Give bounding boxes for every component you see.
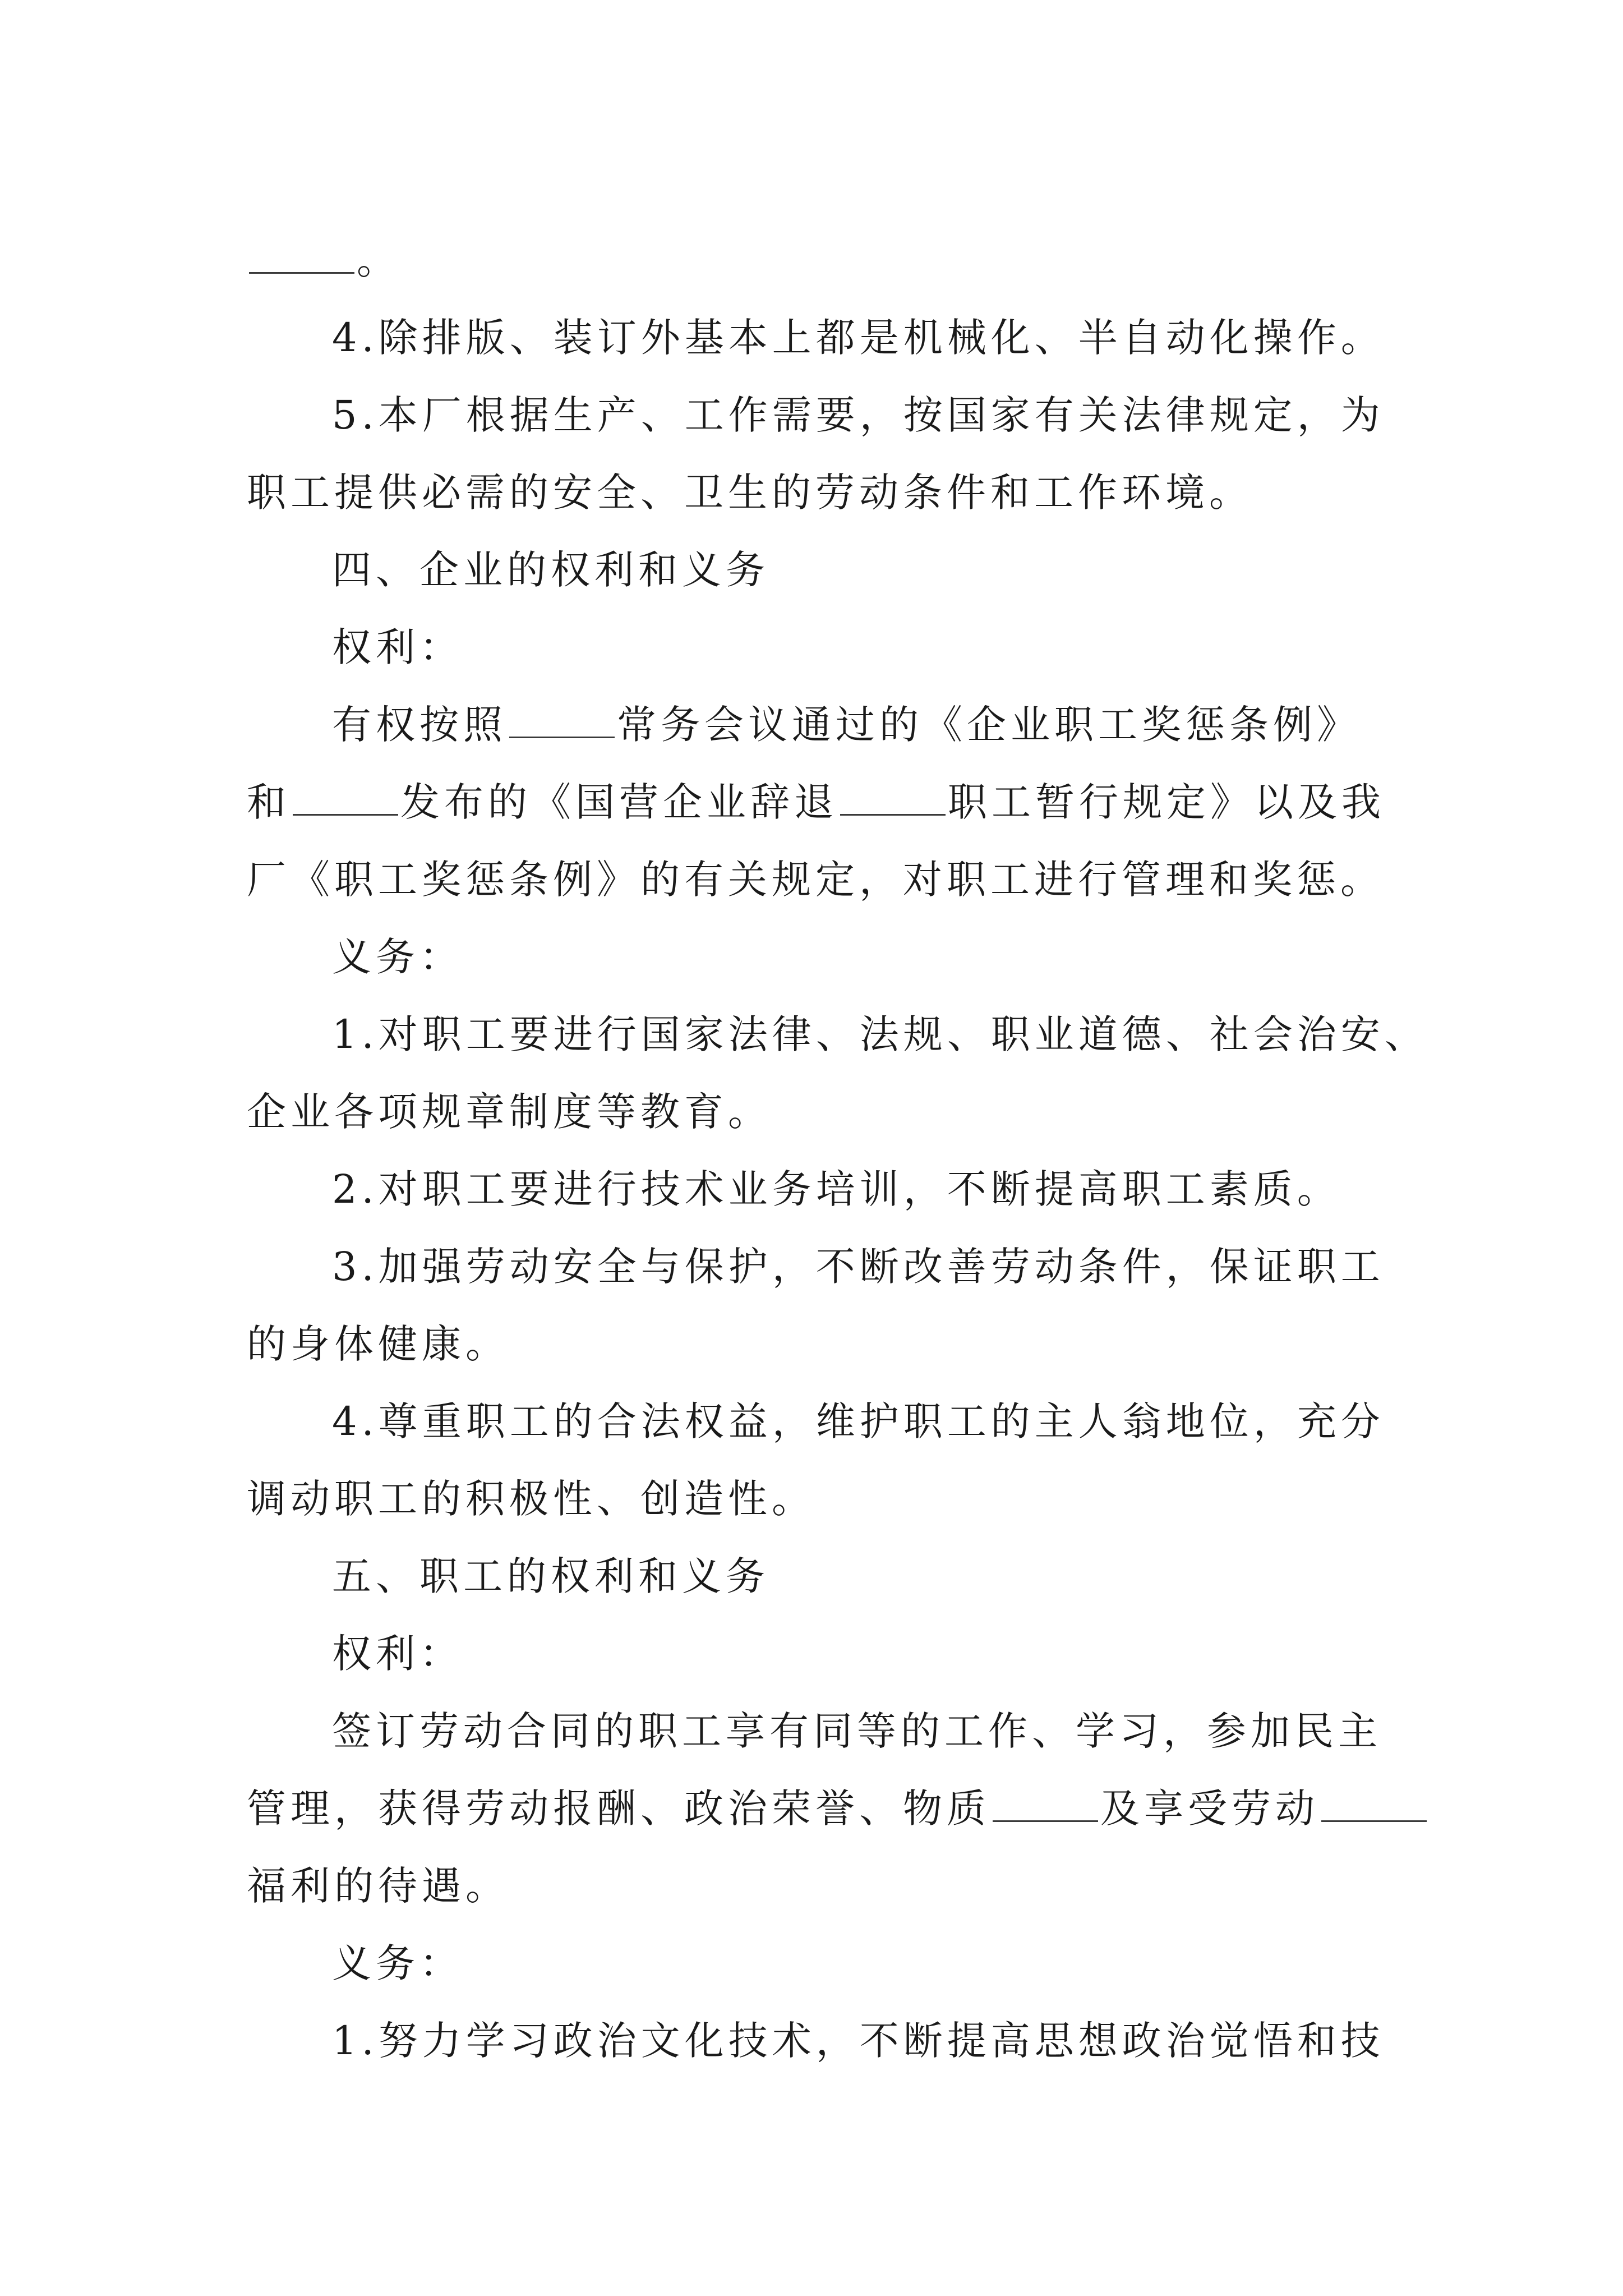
text-line: [247, 1925, 1380, 2002]
fill-in-blank: [509, 704, 615, 738]
text-line: [247, 841, 1384, 918]
text-segment: 义务：: [332, 1940, 463, 1986]
text-line: [247, 1770, 1380, 1847]
document-body: [247, 222, 1428, 2079]
text-line: [247, 2002, 1385, 2079]
text-line: [247, 1073, 1380, 1151]
text-line: [247, 1383, 1385, 1460]
text-line: [247, 1847, 1380, 1925]
text-segment: 4.除排版、装订外基本上都是机械化、半自动化操作。: [332, 315, 1385, 361]
text-segment: 五、职工的权利和义务: [332, 1553, 769, 1599]
text-line: [247, 1615, 1380, 1692]
text-segment: 企业各项规章制度等教育。: [247, 1089, 772, 1135]
fill-in-blank: [840, 781, 946, 816]
text-line: [247, 1228, 1385, 1305]
text-line: [247, 686, 1380, 763]
fill-in-blank: [249, 240, 354, 274]
text-segment: 。: [357, 237, 400, 283]
text-segment: 和: [247, 779, 291, 825]
text-line: [247, 1151, 1380, 1228]
text-segment: 权利：: [332, 1631, 463, 1677]
text-segment: 管理，获得劳动报酬、政治荣誉、物质: [247, 1786, 990, 1832]
text-segment: 的身体健康。: [247, 1321, 509, 1367]
text-segment: 有权按照: [332, 702, 507, 748]
text-segment: 签订劳动合同的职工享有同等的工作、学习，参加民主: [332, 1708, 1382, 1754]
text-segment: 3.加强劳动安全与保护，不断改善劳动条件，保证职工: [332, 1244, 1385, 1290]
text-line: [247, 609, 1380, 686]
text-line: [247, 299, 1385, 376]
text-line: [247, 376, 1385, 454]
fill-in-blank: [993, 1788, 1098, 1822]
text-line: [247, 531, 1380, 609]
text-segment: 义务：: [332, 934, 463, 980]
text-segment: 权利：: [332, 624, 463, 670]
text-segment: 发布的《国营企业辞退: [400, 779, 838, 825]
fill-in-blank: [293, 781, 398, 816]
text-line: [247, 763, 1385, 841]
text-segment: 职工暂行规定》以及我: [948, 779, 1385, 825]
text-segment: 厂《职工奖惩条例》的有关规定，对职工进行管理和奖惩。: [247, 857, 1384, 903]
text-segment: 常务会议通过的《企业职工奖惩条例》: [617, 702, 1361, 748]
fill-in-blank: [1321, 1788, 1427, 1822]
text-segment: 职工提供必需的安全、卫生的劳动条件和工作环境。: [247, 470, 1253, 516]
text-line: [247, 1305, 1380, 1383]
text-segment: 及享受劳动: [1100, 1786, 1319, 1832]
text-segment: 1.对职工要进行国家法律、法规、职业道德、社会治安、: [332, 1011, 1428, 1057]
text-segment: 福利的待遇。: [247, 1863, 509, 1909]
text-segment: 4.尊重职工的合法权益，维护职工的主人翁地位，充分: [332, 1398, 1385, 1444]
text-line: [247, 918, 1380, 996]
text-line: [247, 222, 1380, 299]
text-line: [247, 1692, 1380, 1770]
text-line: [247, 1460, 1380, 1538]
text-line: [247, 996, 1428, 1073]
text-segment: 2.对职工要进行技术业务培训，不断提高职工素质。: [332, 1166, 1341, 1212]
text-line: [247, 1538, 1380, 1615]
text-segment: 1.努力学习政治文化技术，不断提高思想政治觉悟和技: [332, 2018, 1385, 2064]
text-segment: 5.本厂根据生产、工作需要，按国家有关法律规定，为: [332, 392, 1385, 438]
text-line: [247, 454, 1380, 531]
text-segment: 四、企业的权利和义务: [332, 547, 769, 593]
text-segment: 调动职工的积极性、创造性。: [247, 1476, 815, 1522]
